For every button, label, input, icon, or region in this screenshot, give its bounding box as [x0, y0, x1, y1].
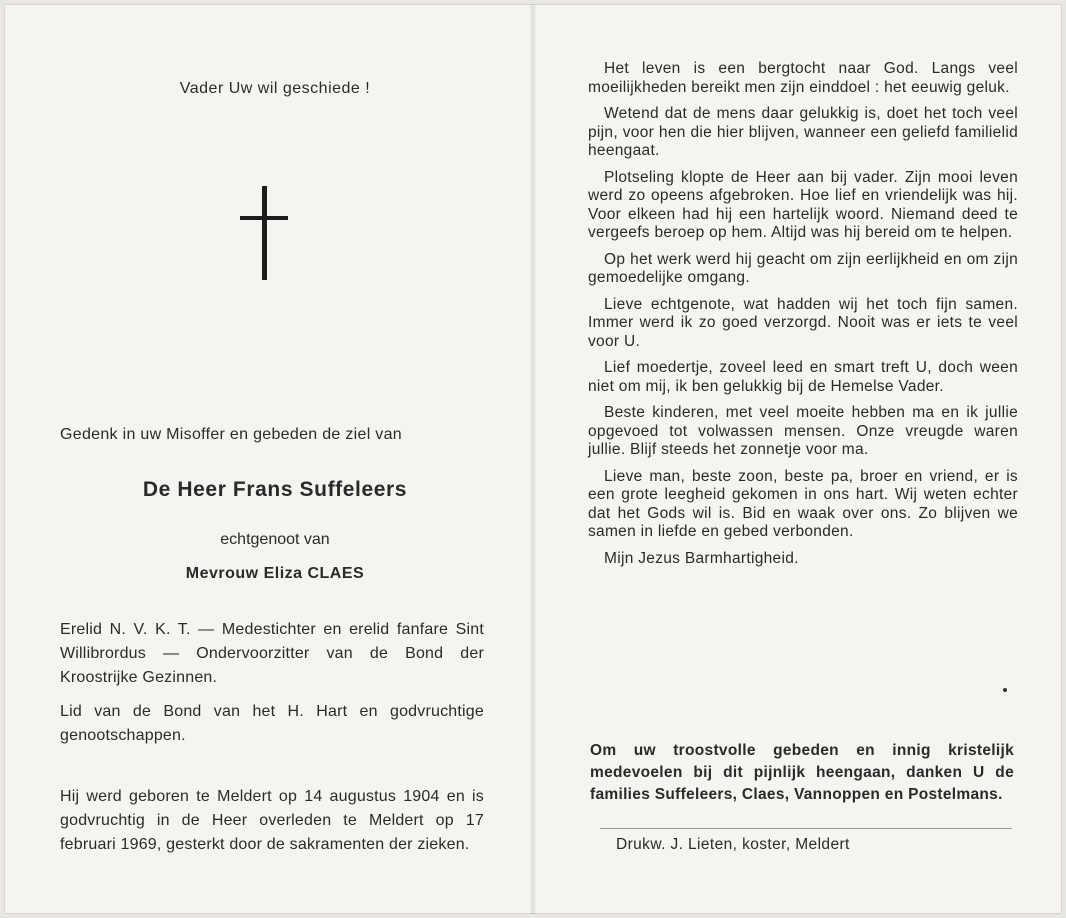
verse-paragraph: Wetend dat de mens daar gelukkig is, doet het toch veel pijn, voor hen die hier blijven, wanneer een geliefd familielid heengaat.	[588, 105, 1018, 159]
prayer-line: Vader Uw wil geschiede !	[179, 80, 371, 97]
verse-paragraph: Lief moedertje, zoveel leed en smart treft U, doch ween niet om mij, ik ben gelukkig bij de Hemelse Vader.	[588, 359, 1018, 395]
spouse-name: Mevrouw Eliza CLAES	[185, 565, 365, 582]
printer-credit: Drukw. J. Lieten, koster, Meldert	[616, 836, 850, 853]
thanks-paragraph: Om uw troostvolle gebeden en innig kristelijk medevoelen bij dit pijnlijk heengaan, danken U de families Suffeleers, Claes, Vannoppen en Postelmans.	[590, 742, 1014, 803]
verse-paragraph: Lieve man, beste zoon, beste pa, broer en vriend, er is een grote leegheid gekomen in ons hart. Wij weten echter dat het Gods wil is. Bid en waak over ons. Zo blijven we samen in liefde en gebed verbonden.	[588, 467, 1018, 540]
spouse-label: echtgenoot van	[220, 531, 330, 548]
deceased-name: De Heer Frans Suffeleers	[142, 478, 408, 501]
right-panel	[588, 60, 1018, 576]
left-panel	[60, 80, 490, 853]
verse-paragraph: Beste kinderen, met veel moeite hebben ma en ik jullie opgevoed tot volwassen mensen. Onze vreugde waren jullie. Blijf steeds het zonnetje voor ma.	[588, 404, 1018, 458]
closing-invocation: Mijn Jezus Barmhartigheid.	[604, 549, 799, 567]
remember-line: Gedenk in uw Misoffer en gebeden de ziel van	[60, 426, 403, 443]
card-fold	[530, 4, 536, 914]
honors-paragraph: Erelid N. V. K. T. — Medestichter en erelid fanfare Sint Willibrordus — Ondervoorzitter van de Bond der Kroostrijke Gezinnen.	[60, 621, 484, 686]
ink-speck	[1003, 688, 1007, 692]
verse-paragraph: Het leven is een bergtocht naar God. Langs veel moeilijkheden bereikt men zijn einddoel : het eeuwig geluk.	[588, 60, 1018, 96]
verse-paragraph: Op het werk werd hij geacht om zijn eerlijkheid en om zijn gemoedelijke omgang.	[588, 250, 1018, 286]
divider-line	[600, 828, 1012, 829]
latin-cross-icon	[240, 186, 300, 280]
verse-paragraph: Plotseling klopte de Heer aan bij vader. Zijn mooi leven werd zo opeens afgebroken. Hoe lief en vriendelijk was hij. Voor elkeen had hij een hartelijk woord. Niemand deed te vergeefs beroep op hem. Altijd was hij bereid om te helpen.	[588, 168, 1018, 241]
birth-death-paragraph: Hij werd geboren te Meldert op 14 augustus 1904 en is godvruchtig in de Heer overleden te Meldert op 17 februari 1969, gesterkt door de sakramenten der zieken.	[60, 788, 484, 853]
membership-paragraph: Lid van de Bond van het H. Hart en godvruchtige genootschappen.	[60, 703, 484, 744]
verse-paragraph: Lieve echtgenote, wat hadden wij het toch fijn samen. Immer werd ik zo goed verzorgd. Nooit was er iets te veel voor U.	[588, 295, 1018, 350]
